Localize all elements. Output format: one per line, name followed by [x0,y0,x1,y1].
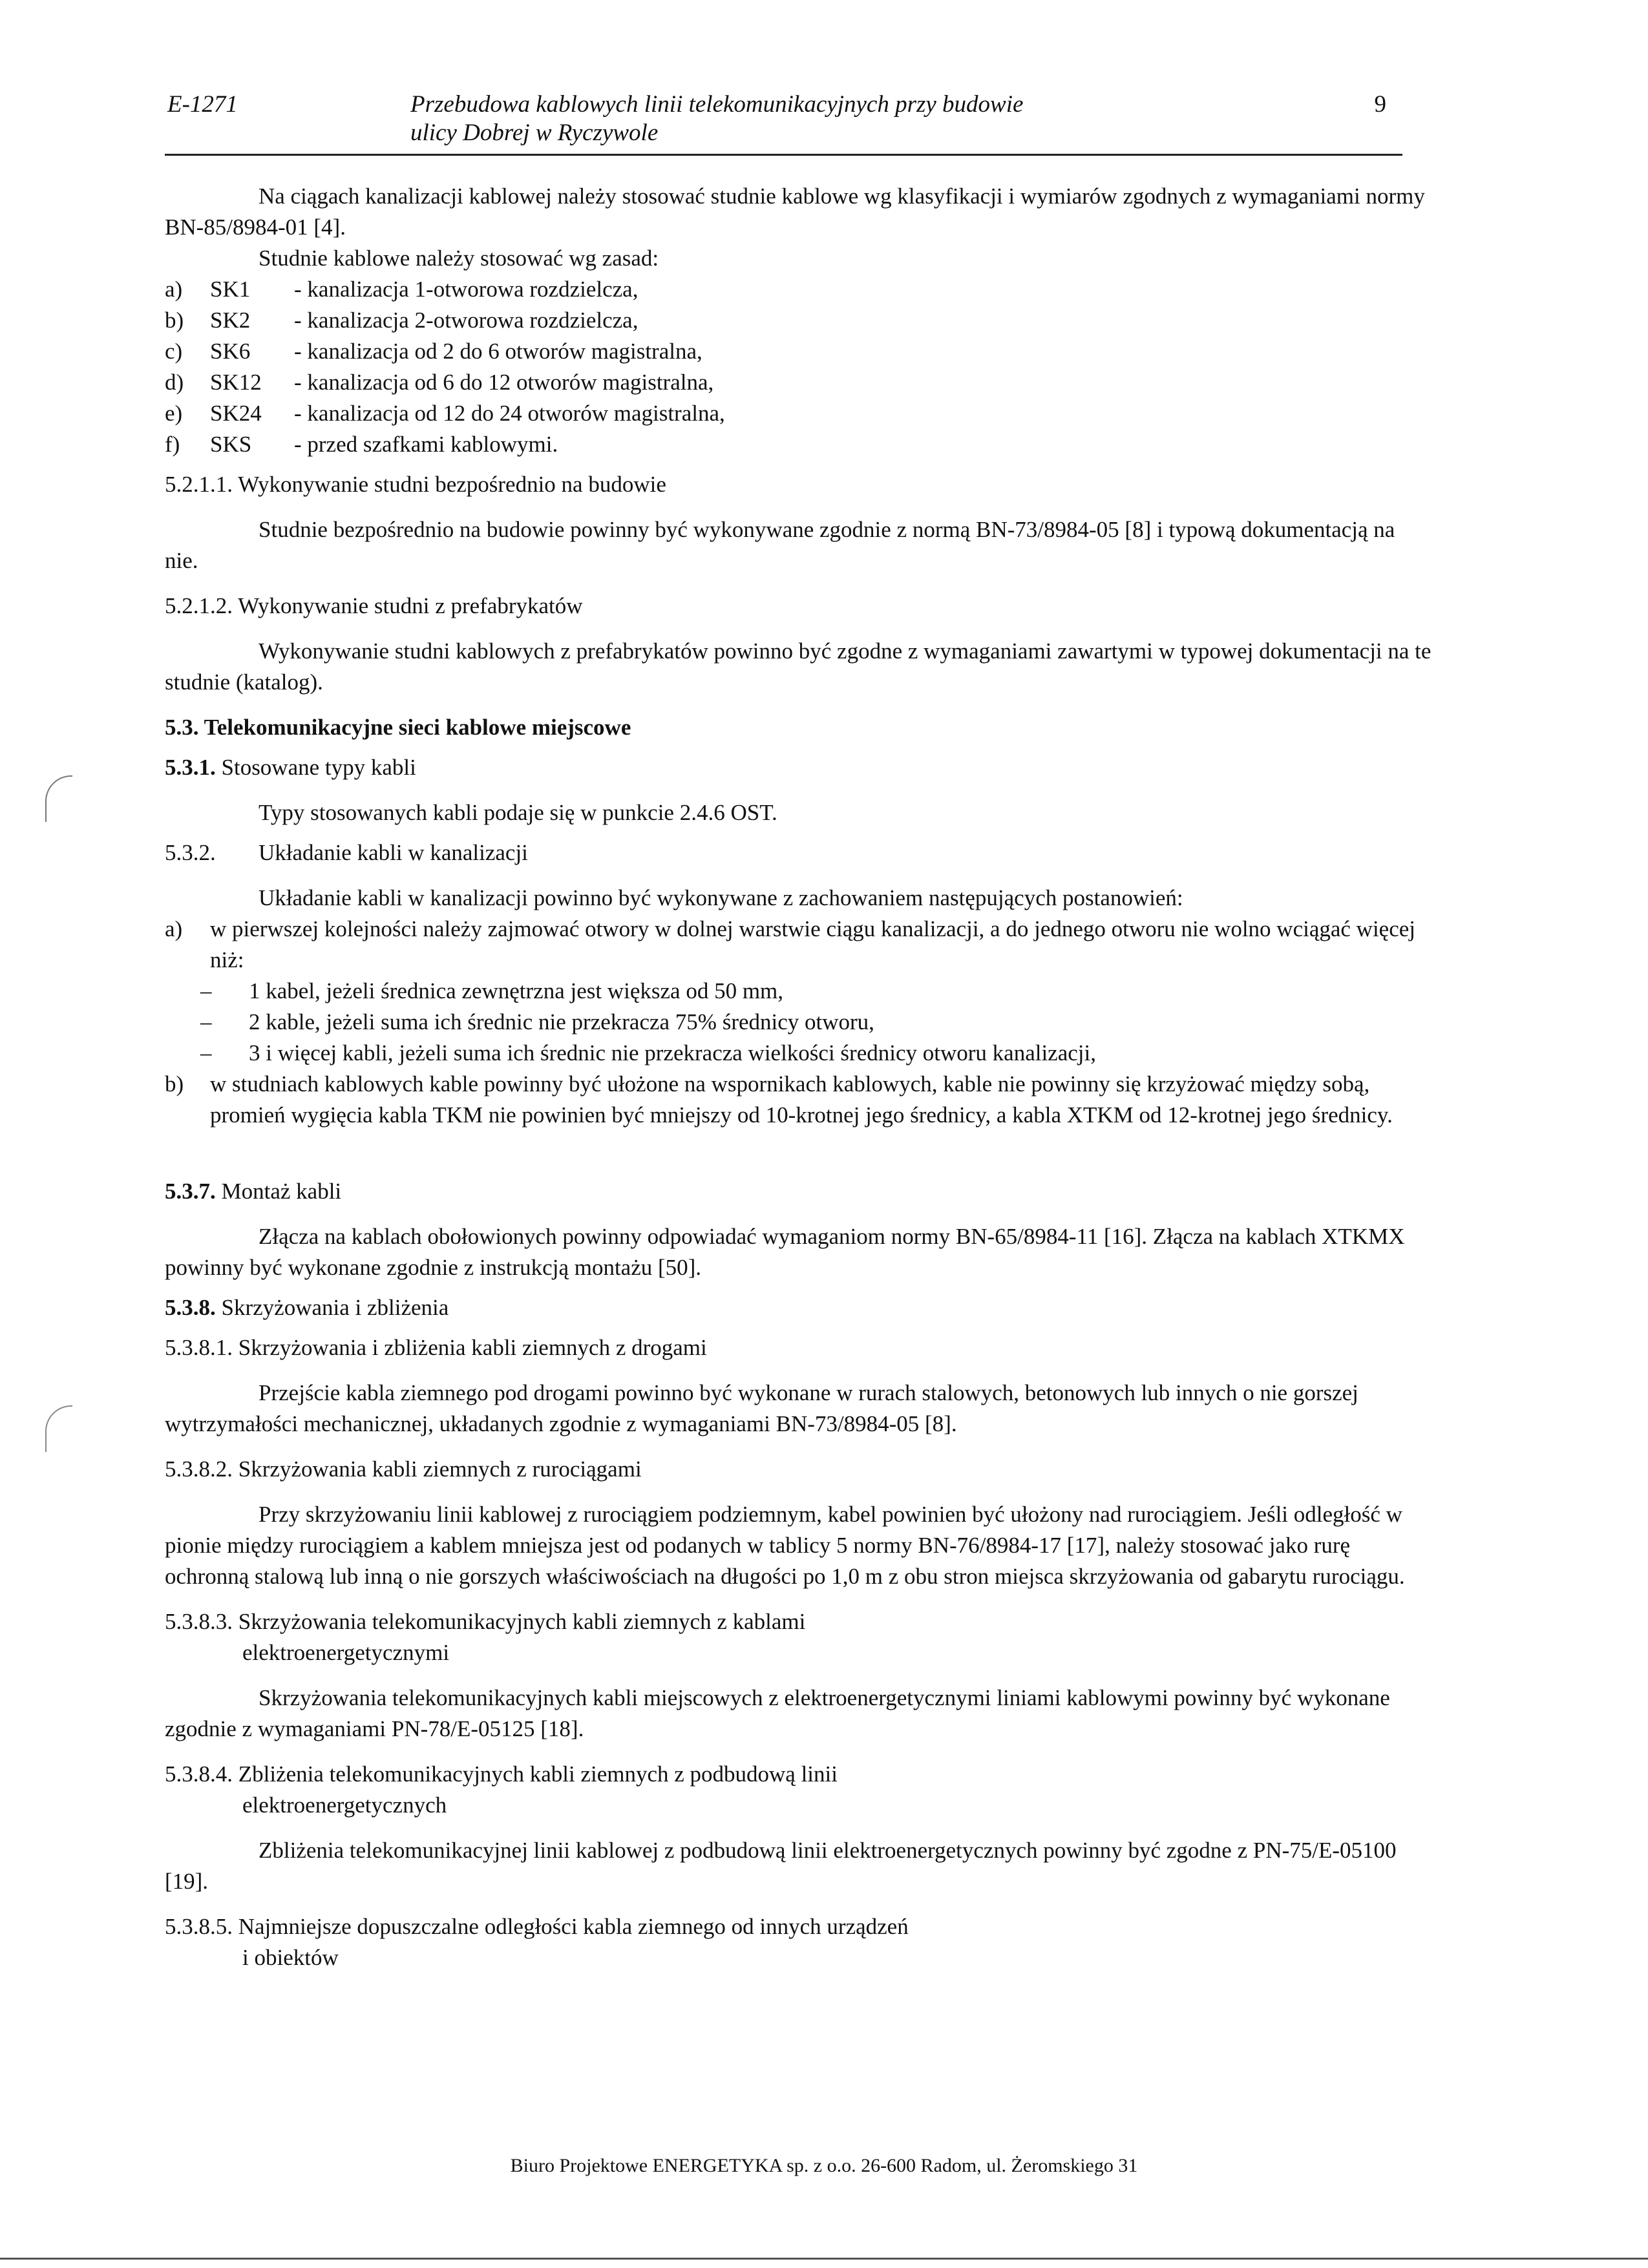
section-heading: 5.3.8.5. Najmniejsze dopuszczalne odległości kabla ziemnego od innych urządzeń [165,1914,909,1939]
section-heading-continuation: elektroenergetycznymi [242,1640,450,1665]
paragraph: Układanie kabli w kanalizacji powinno być wykonywane z zachowaniem następujących postanowień: [259,885,1183,910]
list-item-text [210,429,1431,460]
list-marker: a) [165,916,183,941]
document-title-line: Przebudowa kablowych linii telekomunikacyjnych przy budowie [410,91,1024,118]
list-item [165,429,1431,460]
section-heading-continuation: i obiektów [242,1945,339,1970]
manhole-description: - kanalizacja 2-otworowa rozdzielcza, [294,308,639,333]
section-title: Skrzyżowania i zbliżenia [221,1295,449,1320]
document-id: E-1271 [167,91,238,118]
paragraph: Przejście kabla ziemnego pod drogami powinno być wykonane w rurach stalowych, betonowych lub innych o nie gorszej wytrzymałości mechanicznej, układanych zgodnie z wymaganiami BN-73/8984-05 [8]. [165,1380,1358,1436]
manhole-code: SK1 [210,277,251,302]
list-marker: c) [165,339,183,364]
list-item-text: 2 kable, jeżeli suma ich średnic nie przekracza 75% średnicy otworu, [249,1009,874,1034]
page-header [165,89,1402,156]
list-item-text: w pierwszej kolejności należy zajmować otwory w dolnej warstwie ciągu kanalizacji, a do jednego otworu nie wolno wciągać więcej niż: [210,916,1416,972]
section-heading: 5.2.1.2. Wykonywanie studni z prefabrykatów [165,593,583,618]
section-heading [165,837,1431,868]
list-item [165,1069,1431,1131]
page-body [165,181,1431,1973]
manhole-description: - kanalizacja 1-otworowa rozdzielcza, [294,277,639,302]
list-item [165,976,1431,1007]
list-item [165,398,1431,429]
page-footer: Biuro Projektowe ENERGETYKA sp. z o.o. 26-600 Radom, ul. Żeromskiego 31 [510,2155,1138,2176]
list-item [165,274,1431,305]
manhole-code: SK6 [210,339,251,364]
paragraph: Studnie kablowe należy stosować wg zasad: [259,246,659,271]
list-marker: b) [165,1071,184,1097]
paragraph: Studnie bezpośrednio na budowie powinny być wykonywane zgodnie z normą BN-73/8984-05 [8] i typową dokumentacją na nie. [165,517,1395,573]
list-item [165,1038,1431,1069]
manhole-description: - przed szafkami kablowymi. [294,432,558,457]
section-number: 5.3.7. [165,1179,216,1204]
scan-margin-mark [45,1405,72,1452]
section-number: 5.3.2. [165,840,216,865]
section-title: Stosowane typy kabli [221,755,416,780]
section-title: Montaż kabli [221,1179,342,1204]
list-item [165,1007,1431,1038]
section-heading [165,1292,1431,1323]
list-marker: d) [165,370,184,395]
section-heading: 5.3. Telekomunikacyjne sieci kablowe miejscowe [165,715,631,740]
section-title: Układanie kabli w kanalizacji [259,840,528,865]
manhole-description: - kanalizacja od 2 do 6 otworów magistralna, [294,339,703,364]
paragraph: Skrzyżowania telekomunikacyjnych kabli miejscowych z elektroenergetycznymi liniami kablowymi powinny być wykonane zgodnie z wymaganiami PN-78/E-05125 [18]. [165,1685,1390,1741]
manhole-code: SKS [210,432,252,457]
paragraph: Na ciągach kanalizacji kablowej należy stosować studnie kablowe wg klasyfikacji i wymiarów zgodnych z wymaganiami normy BN-85/8984-01 [4]. [165,184,1425,240]
dash-marker: – [200,1009,212,1034]
list-item-text [210,274,1431,305]
dash-marker: – [200,978,212,1003]
page-number: 9 [1374,91,1386,118]
list-item-text: 1 kabel, jeżeli średnica zewnętrzna jest większa od 50 mm, [249,978,784,1003]
list-item [165,367,1431,398]
list-marker: f) [165,432,180,457]
manhole-description: - kanalizacja od 6 do 12 otworów magistralna, [294,370,714,395]
manhole-description: - kanalizacja od 12 do 24 otworów magistralna, [294,401,725,426]
list-marker: a) [165,277,183,302]
paragraph: Wykonywanie studni kablowych z prefabrykatów powinno być zgodne z wymaganiami zawartymi w typowej dokumentacji na te studnie (katalog). [165,638,1431,695]
manhole-code: SK2 [210,308,251,333]
dash-marker: – [200,1040,212,1066]
list-item [165,336,1431,367]
section-heading: 5.3.8.2. Skrzyżowania kabli ziemnych z rurociągami [165,1456,642,1482]
document-title-line: ulicy Dobrej w Ryczywole [410,120,659,146]
list-item-text [210,336,1431,367]
paragraph: Zbliżenia telekomunikacyjnej linii kablowej z podbudową linii elektroenergetycznych powinny być zgodne z PN-75/E-05100 [19]. [165,1838,1397,1894]
section-number: 5.3.8. [165,1295,216,1320]
list-item-text: 3 i więcej kabli, jeżeli suma ich średnic nie przekracza wielkości średnicy otworu kanalizacji, [249,1040,1096,1066]
paragraph: Typy stosowanych kabli podaje się w punkcie 2.4.6 OST. [259,800,777,825]
list-item-text [210,398,1431,429]
section-heading: 5.3.8.3. Skrzyżowania telekomunikacyjnych kabli ziemnych z kablami [165,1609,806,1634]
section-heading [165,1176,1431,1207]
list-item-text: w studniach kablowych kable powinny być ułożone na wspornikach kablowych, kable nie powinny się krzyżować między sobą, promień wygięcia kabla TKM nie powinien być mniejszy od 10-krotnej jego średnicy, a kabla XTKM od 12-krotnej jego średnicy. [210,1071,1393,1128]
section-heading: 5.2.1.1. Wykonywanie studni bezpośrednio na budowie [165,472,666,497]
scan-edge-line [0,2258,1648,2260]
scan-margin-mark [45,775,72,822]
manhole-code: SK24 [210,401,262,426]
section-heading-continuation: elektroenergetycznych [242,1792,447,1818]
section-heading: 5.3.8.4. Zbliżenia telekomunikacyjnych kabli ziemnych z podbudową linii [165,1761,838,1787]
list-item-text [210,367,1431,398]
paragraph: Złącza na kablach obołowionych powinny odpowiadać wymaganiom normy BN-65/8984-11 [16]. Złącza na kablach XTKMX powinny być wykonane zgodnie z instrukcją montażu [50]. [165,1224,1405,1280]
manhole-rules-list [165,274,1431,460]
manhole-code: SK12 [210,370,262,395]
list-marker: e) [165,401,183,426]
section-heading: 5.3.8.1. Skrzyżowania i zbliżenia kabli ziemnych z drogami [165,1335,707,1360]
list-item-text [210,305,1431,336]
list-item [165,305,1431,336]
section-heading [165,752,1431,783]
list-item [165,914,1431,976]
document-title [410,90,1251,147]
list-marker: b) [165,308,184,333]
paragraph: Przy skrzyżowaniu linii kablowej z rurociągiem podziemnym, kabel powinien być ułożony nad rurociągiem. Jeśli odległość w pionie między rurociągiem a kablem mniejsza jest od podanych w tablicy 5 normy BN-76/8984-17 [17], należy stosować jako rurę ochronną stalową lub inną o nie gorszych właściwościach na długości po 1,0 m z obu stron miejsca skrzyżowania od gabarytu rurociągu. [165,1502,1405,1589]
section-number: 5.3.1. [165,755,216,780]
